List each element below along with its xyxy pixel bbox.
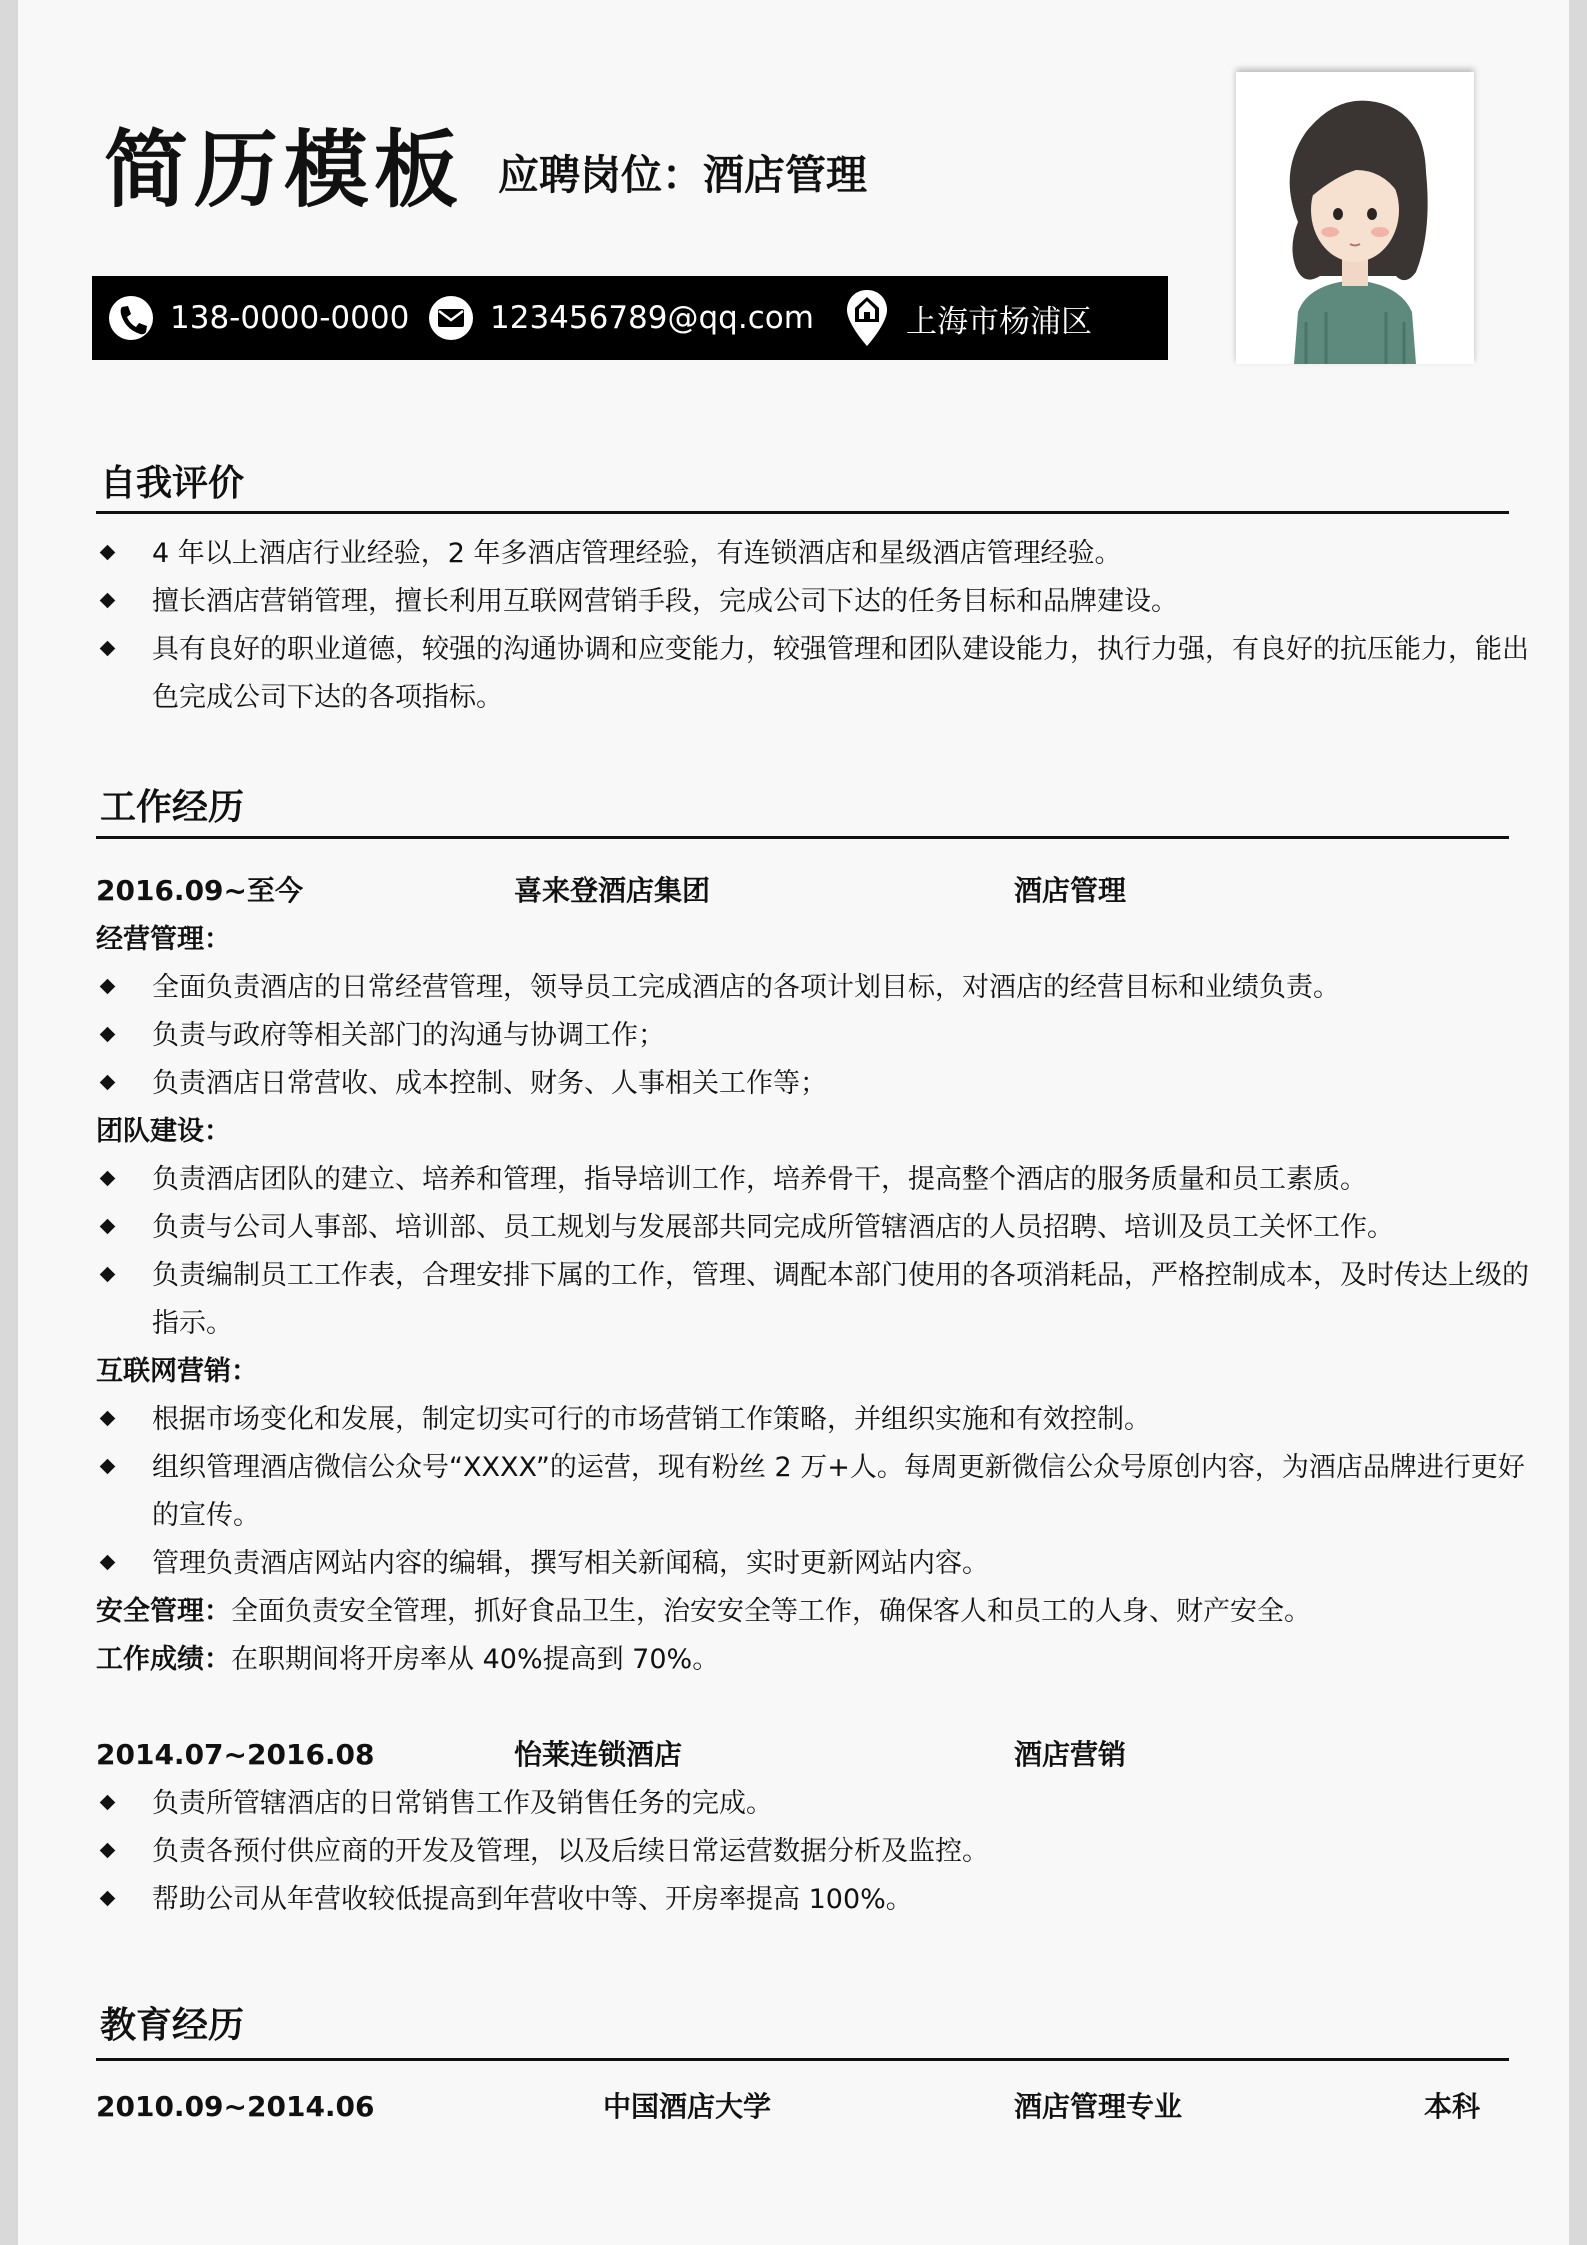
job1-period: 2016.09~至今	[96, 874, 303, 907]
result-line	[96, 1636, 1536, 1684]
ops-label: 经营管理：	[96, 924, 231, 955]
section-title-work: 工作经历	[100, 787, 245, 828]
email-text: 123456789@qq.com	[490, 300, 814, 336]
section-title-self-eval: 自我评价	[100, 463, 245, 504]
net-label: 互联网营销：	[96, 1356, 258, 1387]
job1-company: 喜来登酒店集团	[514, 874, 711, 907]
team-label: 团队建设：	[96, 1116, 231, 1147]
email-icon	[428, 295, 474, 341]
list-item: 负责与公司人事部、培训部、员工规划与发展部共同完成所管辖酒店的人员招聘、培训及员工关怀工作。	[96, 1204, 1536, 1252]
job2-role: 酒店营销	[1014, 1738, 1127, 1771]
list-item: 管理负责酒店网站内容的编辑，撰写相关新闻稿，实时更新网站内容。	[96, 1540, 1536, 1588]
list-item: 负责酒店团队的建立、培养和管理，指导培训工作，培养骨干，提高整个酒店的服务质量和员工素质。	[96, 1156, 1536, 1204]
job1-details	[96, 916, 1536, 1684]
list-item: 负责与政府等相关部门的沟通与协调工作；	[96, 1012, 1536, 1060]
list-item: 负责酒店日常营收、成本控制、财务、人事相关工作等；	[96, 1060, 1536, 1108]
phone-icon	[108, 295, 154, 341]
location-text: 上海市杨浦区	[906, 303, 1092, 340]
section-title-education: 教育经历	[100, 2005, 245, 2046]
result-text: 在职期间将开房率从 40%提高到 70%。	[231, 1644, 720, 1675]
job1-role: 酒店管理	[1014, 874, 1127, 907]
section-divider	[96, 836, 1509, 839]
list-item: 擅长酒店营销管理，擅长利用互联网营销手段，完成公司下达的任务目标和品牌建设。	[96, 578, 1536, 626]
list-item: 组织管理酒店微信公众号“XXXX”的运营，现有粉丝 2 万+人。每周更新微信公众号原创内容，为酒店品牌进行更好的宣传。	[96, 1444, 1536, 1540]
safety-label: 安全管理：	[96, 1596, 231, 1627]
list-item: 全面负责酒店的日常经营管理，领导员工完成酒店的各项计划目标，对酒店的经营目标和业绩负责。	[96, 964, 1536, 1012]
avatar-illustration	[1236, 72, 1474, 364]
edu-school: 中国酒店大学	[603, 2090, 772, 2123]
contact-location	[844, 276, 1092, 360]
resume-name: 简历模板	[104, 121, 465, 219]
edu-degree: 本科	[1424, 2090, 1481, 2123]
contact-phone	[108, 276, 409, 360]
safety-line	[96, 1588, 1536, 1636]
location-home-icon	[844, 288, 890, 348]
result-label: 工作成绩：	[96, 1644, 231, 1675]
safety-text: 全面负责安全管理，抓好食品卫生，治安安全等工作，确保客人和员工的人身、财产安全。	[231, 1596, 1311, 1627]
job2-company: 怡莱连锁酒店	[514, 1738, 683, 1771]
contact-email	[428, 276, 814, 360]
list-item: 具有良好的职业道德，较强的沟通协调和应变能力，较强管理和团队建设能力，执行力强，有良好的抗压能力，能出色完成公司下达的各项指标。	[96, 626, 1536, 722]
section-divider	[96, 511, 1509, 514]
list-item: 负责各预付供应商的开发及管理，以及后续日常运营数据分析及监控。	[96, 1828, 1536, 1876]
applied-position: 应聘岗位：酒店管理	[498, 151, 867, 199]
job2-period: 2014.07~2016.08	[96, 1738, 375, 1771]
list-item: 帮助公司从年营收较低提高到年营收中等、开房率提高 100%。	[96, 1876, 1536, 1924]
phone-text: 138-0000-0000	[170, 300, 410, 336]
list-item: 负责所管辖酒店的日常销售工作及销售任务的完成。	[96, 1780, 1536, 1828]
list-item: 根据市场变化和发展，制定切实可行的市场营销工作策略，并组织实施和有效控制。	[96, 1396, 1536, 1444]
edu-major: 酒店管理专业	[1014, 2090, 1183, 2123]
resume-page	[18, 0, 1569, 2245]
contact-bar	[92, 276, 1168, 360]
edu-period: 2010.09~2014.06	[96, 2090, 375, 2123]
section-divider	[96, 2058, 1509, 2061]
list-item: 负责编制员工工作表，合理安排下属的工作，管理、调配本部门使用的各项消耗品，严格控制成本，及时传达上级的指示。	[96, 1252, 1536, 1348]
profile-photo	[1236, 72, 1474, 364]
self-eval-list	[96, 530, 1536, 722]
job2-details	[96, 1780, 1536, 1924]
list-item: 4 年以上酒店行业经验，2 年多酒店管理经验，有连锁酒店和星级酒店管理经验。	[96, 530, 1536, 578]
